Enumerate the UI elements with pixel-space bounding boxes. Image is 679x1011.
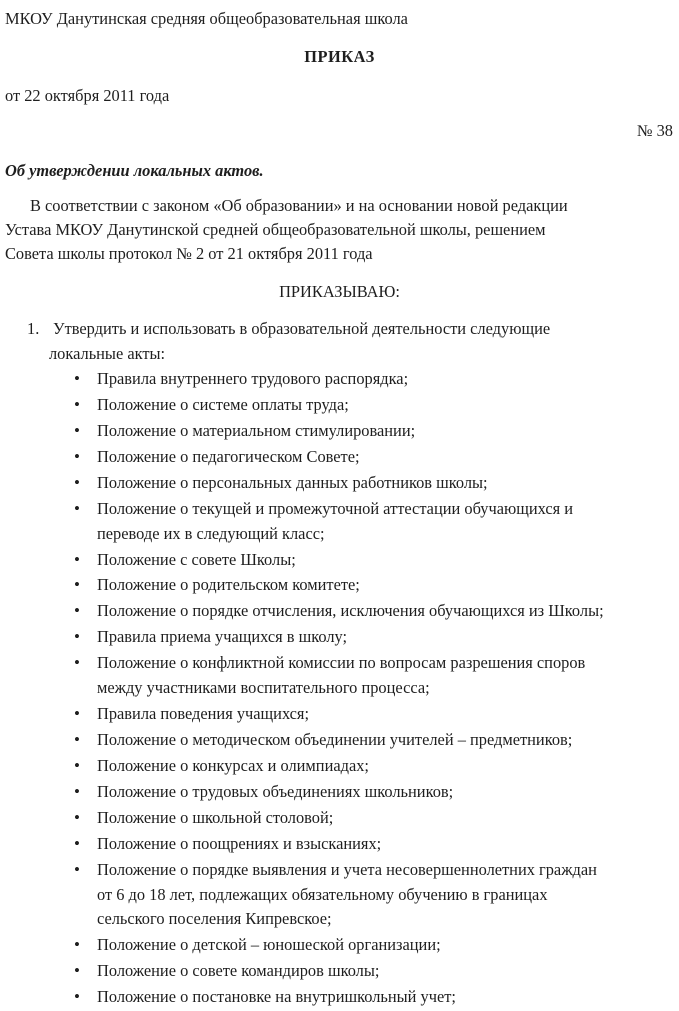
list-item-text: Положение о школьной столовой; [97, 807, 334, 827]
document-date: от 22 октября 2011 года [5, 86, 170, 105]
list-item-text: Положение о текущей и промежуточной аттестации обучающихся и [97, 498, 574, 518]
list-item-text: Положение о родительском комитете; [97, 575, 360, 595]
list-item-text: Положение о системе оплаты труда; [97, 394, 349, 414]
local-acts-list [0, 367, 679, 1011]
list-item-text: Положение о совете командиров школы; [97, 961, 380, 981]
list-item [0, 985, 679, 1010]
list-item [0, 806, 679, 831]
point-number: 1. [27, 319, 40, 338]
point-text-line: локальные акты: [49, 344, 166, 363]
list-item-text: Положение о трудовых объединениях школьников; [97, 781, 454, 801]
list-item [0, 599, 679, 624]
list-item [0, 419, 679, 444]
list-item [0, 858, 679, 932]
list-item-text: Положение о порядке отчисления, исключения обучающихся из Школы; [97, 601, 604, 621]
list-item [0, 573, 679, 598]
list-item [0, 651, 679, 700]
bullet-icon: • [74, 472, 80, 492]
list-item-text: переводе их в следующий класс; [97, 523, 325, 543]
bullet-icon: • [74, 807, 80, 827]
preamble-line: Совета школы протокол № 2 от 21 октября 2011 года [5, 244, 373, 263]
bullet-icon: • [74, 394, 80, 414]
preamble-line: В соответствии с законом «Об образовании» и на основании новой редакции [30, 196, 568, 215]
list-item-text: Положение о постановке на внутришкольный учет; [97, 987, 456, 1007]
list-item [0, 754, 679, 779]
bullet-icon: • [74, 627, 80, 647]
bullet-icon: • [74, 704, 80, 724]
bullet-icon: • [74, 730, 80, 749]
list-item-text: Положение с совете Школы; [97, 549, 296, 569]
preamble-line: Устава МКОУ Данутинской средней общеобразовательной школы, решением [5, 220, 546, 239]
bullet-icon: • [74, 420, 80, 440]
bullet-icon: • [74, 961, 80, 981]
list-item [0, 728, 679, 753]
list-item-text: Положение о поощрениях и взысканиях; [97, 833, 382, 853]
list-item-text: Положение о материальном стимулировании; [97, 420, 416, 440]
list-item [0, 548, 679, 573]
bullet-icon: • [74, 549, 80, 569]
bullet-icon: • [74, 833, 80, 853]
list-item-text: Правила приема учащихся в школу; [97, 627, 348, 647]
list-item [0, 445, 679, 470]
list-item-text: Положение о конкурсах и олимпиадах; [97, 755, 369, 775]
bullet-icon: • [74, 369, 80, 388]
list-item [0, 367, 679, 392]
bullet-icon: • [74, 446, 80, 466]
list-item [0, 497, 679, 546]
list-item-text: Положение о методическом объединении учителей – предметников; [97, 730, 573, 749]
list-item [0, 393, 679, 418]
list-item-text: между участниками воспитательного процесса; [97, 678, 430, 698]
list-item-text: Правила поведения учащихся; [97, 704, 310, 724]
list-item [0, 702, 679, 727]
document-title: ПРИКАЗ [304, 47, 375, 66]
list-item [0, 933, 679, 958]
list-item [0, 625, 679, 650]
school-name: МКОУ Данутинская средняя общеобразовательная школа [5, 9, 408, 28]
list-item-text: Положение о конфликтной комиссии по вопросам разрешения споров [97, 653, 586, 673]
list-item [0, 832, 679, 857]
bullet-icon: • [74, 653, 80, 673]
list-item-text: Положение о детской – юношеской организации; [97, 935, 441, 955]
list-item-text: Положение о персональных данных работников школы; [97, 472, 488, 492]
list-item-text: Правила внутреннего трудового распорядка; [97, 369, 409, 388]
list-item [0, 780, 679, 805]
bullet-icon: • [74, 755, 80, 775]
list-item-text: Положение о порядке выявления и учета несовершеннолетних граждан [97, 859, 597, 879]
list-item-text: Положение о педагогическом Совете; [97, 446, 360, 466]
bullet-icon: • [74, 935, 80, 955]
document-number: № 38 [636, 121, 673, 140]
bullet-icon: • [74, 575, 80, 595]
bullet-icon: • [74, 601, 80, 621]
bullet-icon: • [74, 781, 80, 801]
document-subject: Об утверждении локальных актов. [5, 161, 264, 180]
point-text-line: Утвердить и использовать в образовательной деятельности следующие [53, 319, 551, 338]
order-heading: ПРИКАЗЫВАЮ: [279, 282, 400, 301]
list-item-text: сельского поселения Кипревское; [97, 909, 332, 929]
list-item [0, 471, 679, 496]
bullet-icon: • [74, 498, 80, 518]
list-item [0, 959, 679, 984]
list-item-text: от 6 до 18 лет, подлежащих обязательному обучению в границах [97, 884, 548, 904]
bullet-icon: • [74, 859, 80, 879]
bullet-icon: • [74, 987, 80, 1007]
